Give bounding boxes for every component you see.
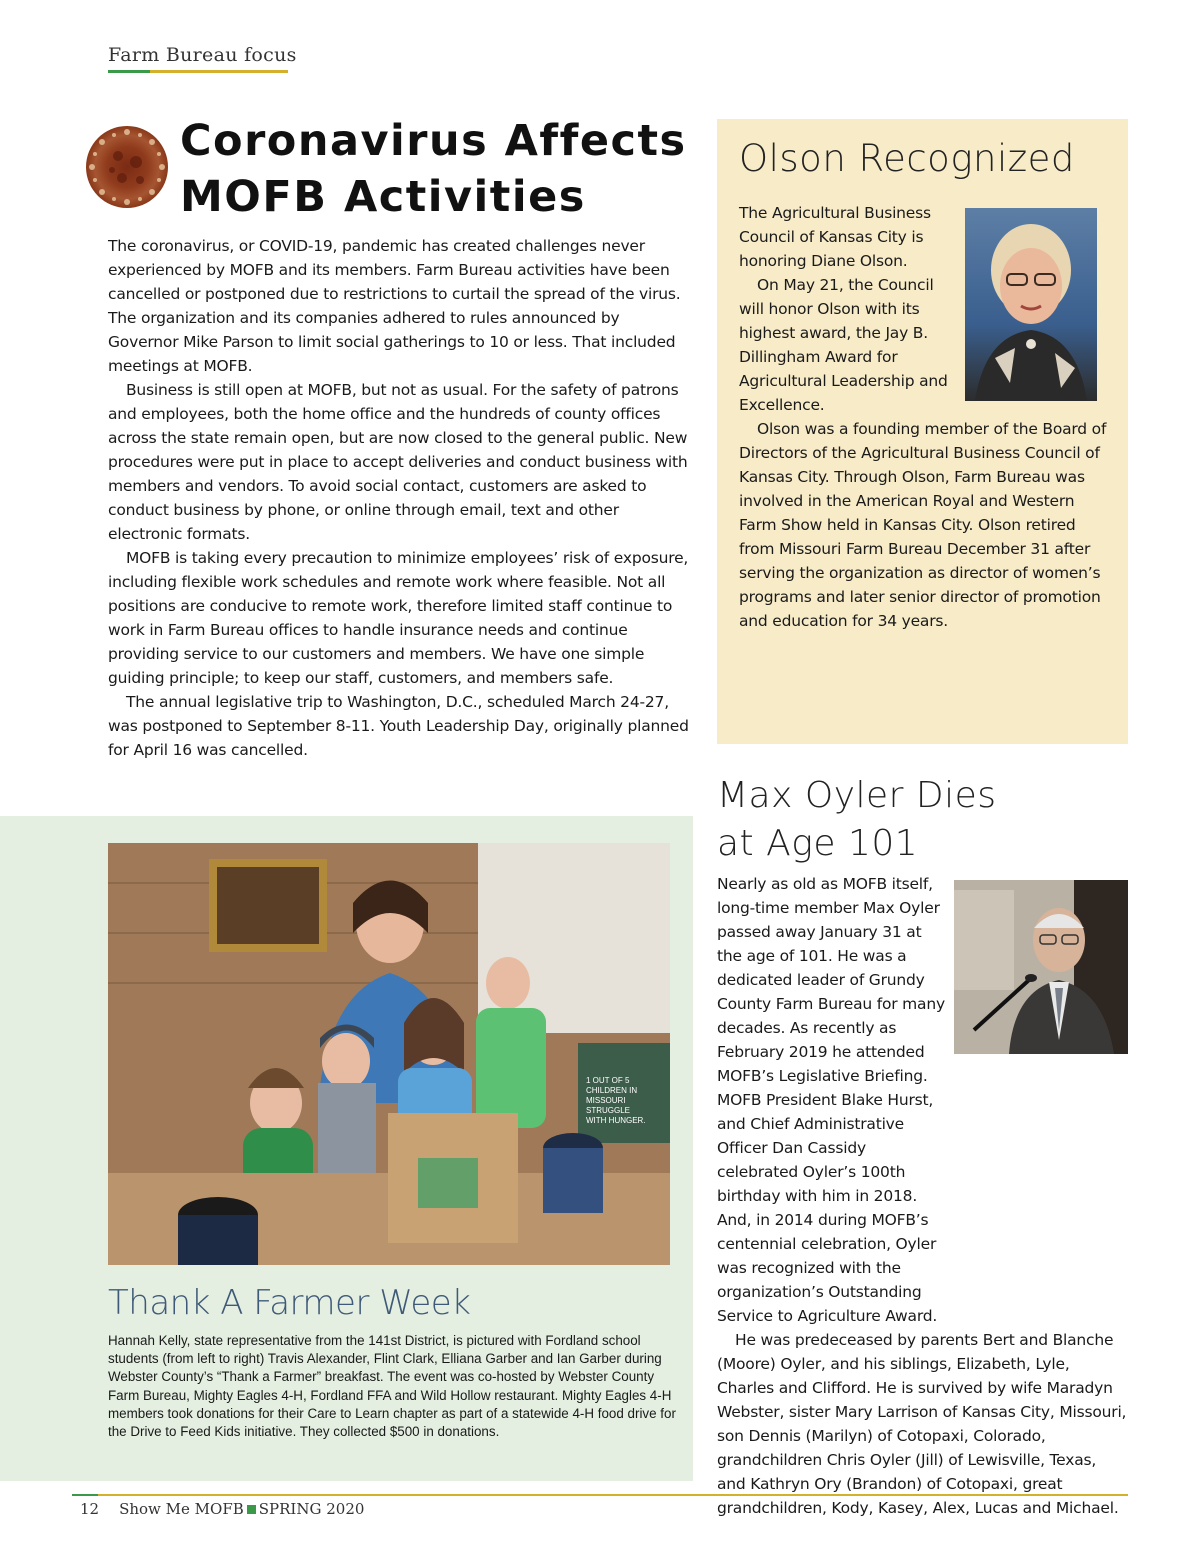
article-title-line2: MOFB Activities <box>180 172 586 222</box>
section-rule <box>108 70 288 73</box>
article-body <box>108 234 692 762</box>
page-number: 12 <box>80 1500 100 1518</box>
olson-paragraph: On May 21, the Council will honor Olson with its highest award, the Jay B. Dillingham Award for Agricultural Leadership and Excellence. <box>739 276 948 414</box>
hunger-poster-text: 1 OUT OF 5 CHILDREN IN MISSOURI STRUGGLE WITH HUNGER. <box>586 1076 646 1125</box>
olson-paragraph: The Agricultural Business Council of Kansas City is honoring Diane Olson. <box>739 204 931 270</box>
article-paragraph: Business is still open at MOFB, but not as usual. For the safety of patrons and employees, both the home office and the hundreds of county offices across the state remain open, but are now closed to the general public. New procedures were put in place to accept deliveries and conduct business with members and vendors. To avoid social contact, customers are asked to conduct business by phone, or online through email, text and other electronic formats. <box>108 381 688 543</box>
farmer-title: Thank A Farmer Week <box>108 1283 471 1323</box>
coronavirus-icon <box>86 126 168 208</box>
publication-name: Show Me MOFB <box>119 1500 244 1518</box>
footer-square-icon <box>247 1505 256 1514</box>
oyler-body <box>717 872 1127 1520</box>
footer-rule <box>72 1494 1128 1496</box>
olson-body <box>739 201 1111 633</box>
article-paragraph: The coronavirus, or COVID-19, pandemic has created challenges never experienced by MOFB and its members. Farm Bureau activities have been cancelled or postponed due to restrictions to curtail the spread of the virus. The organization and its companies adhered to rules announced by Governor Mike Parson to limit social gatherings to 10 or less. That included meetings at MOFB. <box>108 237 681 375</box>
oyler-title-line1: Max Oyler Dies <box>717 775 997 816</box>
oyler-paragraph: Nearly as old as MOFB itself, long-time member Max Oyler passed away January 31 at the age of 101. He was a dedicated leader of Grundy County Farm Bureau for many decades. As recently as February 2019 he attended MOFB’s Legislative Briefing. MOFB President Blake Hurst, and Chief Administrative Officer Dan Cassidy celebrated Oyler’s 100th birthday with him in 2018. And, in 2014 during MOFB’s centennial celebration, Oyler was recognized with the organization’s Outstanding Service to Agriculture Award. <box>717 875 945 1325</box>
page-footer <box>80 1500 364 1518</box>
oyler-paragraph: He was predeceased by parents Bert and Blanche (Moore) Oyler, and his siblings, Elizabeth, Lyle, Charles and Clifford. He is survived by wife Maradyn Webster, sister Mary Larrison of Kansas City, Missouri, son Dennis (Marilyn) of Cotopaxi, Colorado, grandchildren Chris Oyler (Jill) of Lewisville, Texas, and Kathryn Ory (Brandon) of Cotopaxi, great grandchildren, Kody, Kasey, Alex, Lucas and Michael. <box>717 1331 1127 1517</box>
article-paragraph: MOFB is taking every precaution to minimize employees’ risk of exposure, including flexible work schedules and remote work where feasible. Not all positions are conducive to remote work, therefore limited staff continue to work in Farm Bureau offices to handle insurance needs and continue providing service to our customers and members. We have one simple guiding principle; to keep our staff, customers, and members safe. <box>108 549 689 687</box>
article-title-line1: Coronavirus Affects <box>180 116 687 166</box>
issue-label: SPRING 2020 <box>258 1500 365 1518</box>
farmer-week-photo <box>108 843 670 1265</box>
oyler-title <box>717 772 997 868</box>
farmer-caption: Hannah Kelly, state representative from the 141st District, is pictured with Fordland school students (from left to right) Travis Alexander, Flint Clark, Elliana Garber and Ian Garber during Webster County’s “Thank a Farmer” breakfast. The event was co-hosted by Webster County Farm Bureau, Mighty Eagles 4-H, Fordland FFA and Wild Hollow restaurant. Mighty Eagles 4-H members took donations for their Care to Learn chapter as part of a statewide 4-H food drive for the Drive to Feed Kids initiative. They collected $500 in donations. <box>108 1333 676 1440</box>
article-title <box>180 113 700 225</box>
olson-title: Olson Recognized <box>739 137 1075 180</box>
olson-paragraph: Olson was a founding member of the Board of Directors of the Agricultural Business Council of Kansas City. Through Olson, Farm Bureau was involved in the American Royal and Western Farm Show held in Kansas City. Olson retired from Missouri Farm Bureau December 31 after serving the organization as director of women’s programs and later senior director of promotion and education for 34 years. <box>739 420 1107 630</box>
oyler-title-line2: at Age 101 <box>717 823 919 864</box>
article-paragraph: The annual legislative trip to Washington, D.C., scheduled March 24-27, was postponed to September 8-11. Youth Leadership Day, originally planned for April 16 was cancelled. <box>108 693 689 759</box>
section-label: Farm Bureau focus <box>108 44 297 66</box>
